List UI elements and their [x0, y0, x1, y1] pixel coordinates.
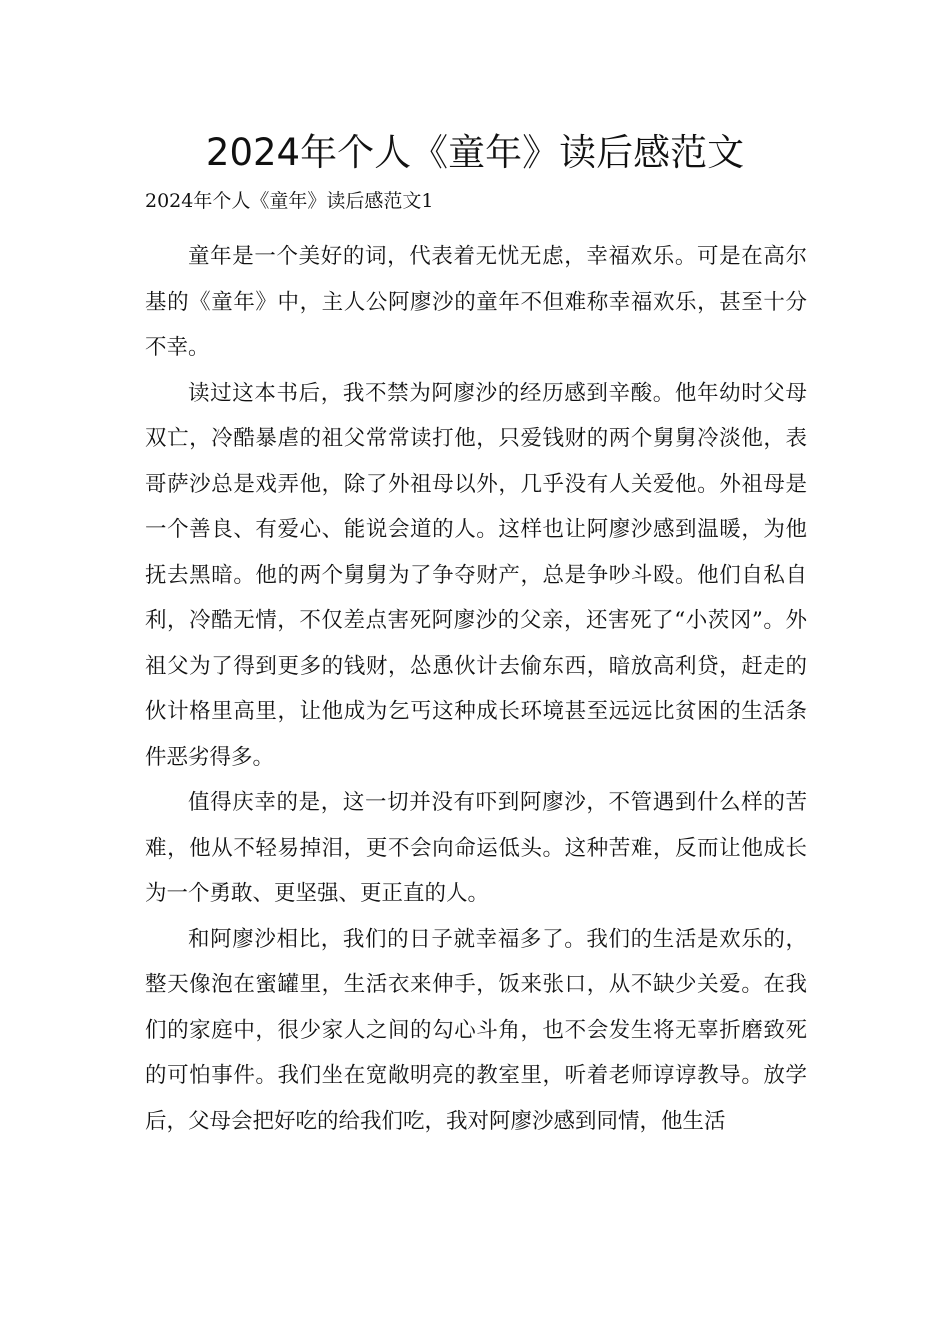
document-body — [145, 234, 807, 1144]
paragraph: 童年是一个美好的词，代表着无忧无虑，幸福欢乐。可是在高尔基的《童年》中，主人公阿廖沙的童年不但难称幸福欢乐，甚至十分不幸。 — [145, 244, 807, 360]
document-title: 2024年个人《童年》读后感范文 — [205, 131, 745, 174]
paragraph: 和阿廖沙相比，我们的日子就幸福多了。我们的生活是欢乐的，整天像泡在蜜罐里，生活衣来伸手，饭来张口，从不缺少关爱。在我们的家庭中，很少家人之间的勾心斗角，也不会发生将无辜折磨致死的可怕事件。我们坐在宽敞明亮的教室里，听着老师谆谆教导。放学后，父母会把好吃的给我们吃，我对阿廖沙感到同情，他生活 — [145, 926, 807, 1134]
paragraph: 值得庆幸的是，这一切并没有吓到阿廖沙，不管遇到什么样的苦难，他从不轻易掉泪，更不会向命运低头。这种苦难，反而让他成长为一个勇敢、更坚强、更正直的人。 — [145, 790, 807, 906]
paragraph: 读过这本书后，我不禁为阿廖沙的经历感到辛酸。他年幼时父母双亡，冷酷暴虐的祖父常常读打他，只爱钱财的两个舅舅冷淡他，表哥萨沙总是戏弄他，除了外祖母以外，几乎没有人关爱他。外祖母是一个善良、有爱心、能说会道的人。这样也让阿廖沙感到温暖，为他抚去黑暗。他的两个舅舅为了争夺财产，总是争吵斗殴。他们自私自利，冷酷无情，不仅差点害死阿廖沙的父亲，还害死了“小茨冈”。外祖父为了得到更多的钱财，怂恿伙计去偷东西，暗放高利贷，赶走的伙计格里高里，让他成为乞丐这种成长环境甚至远远比贫困的生活条件恶劣得多。 — [145, 380, 807, 770]
document-subtitle: 2024年个人《童年》读后感范文1 — [145, 190, 434, 212]
